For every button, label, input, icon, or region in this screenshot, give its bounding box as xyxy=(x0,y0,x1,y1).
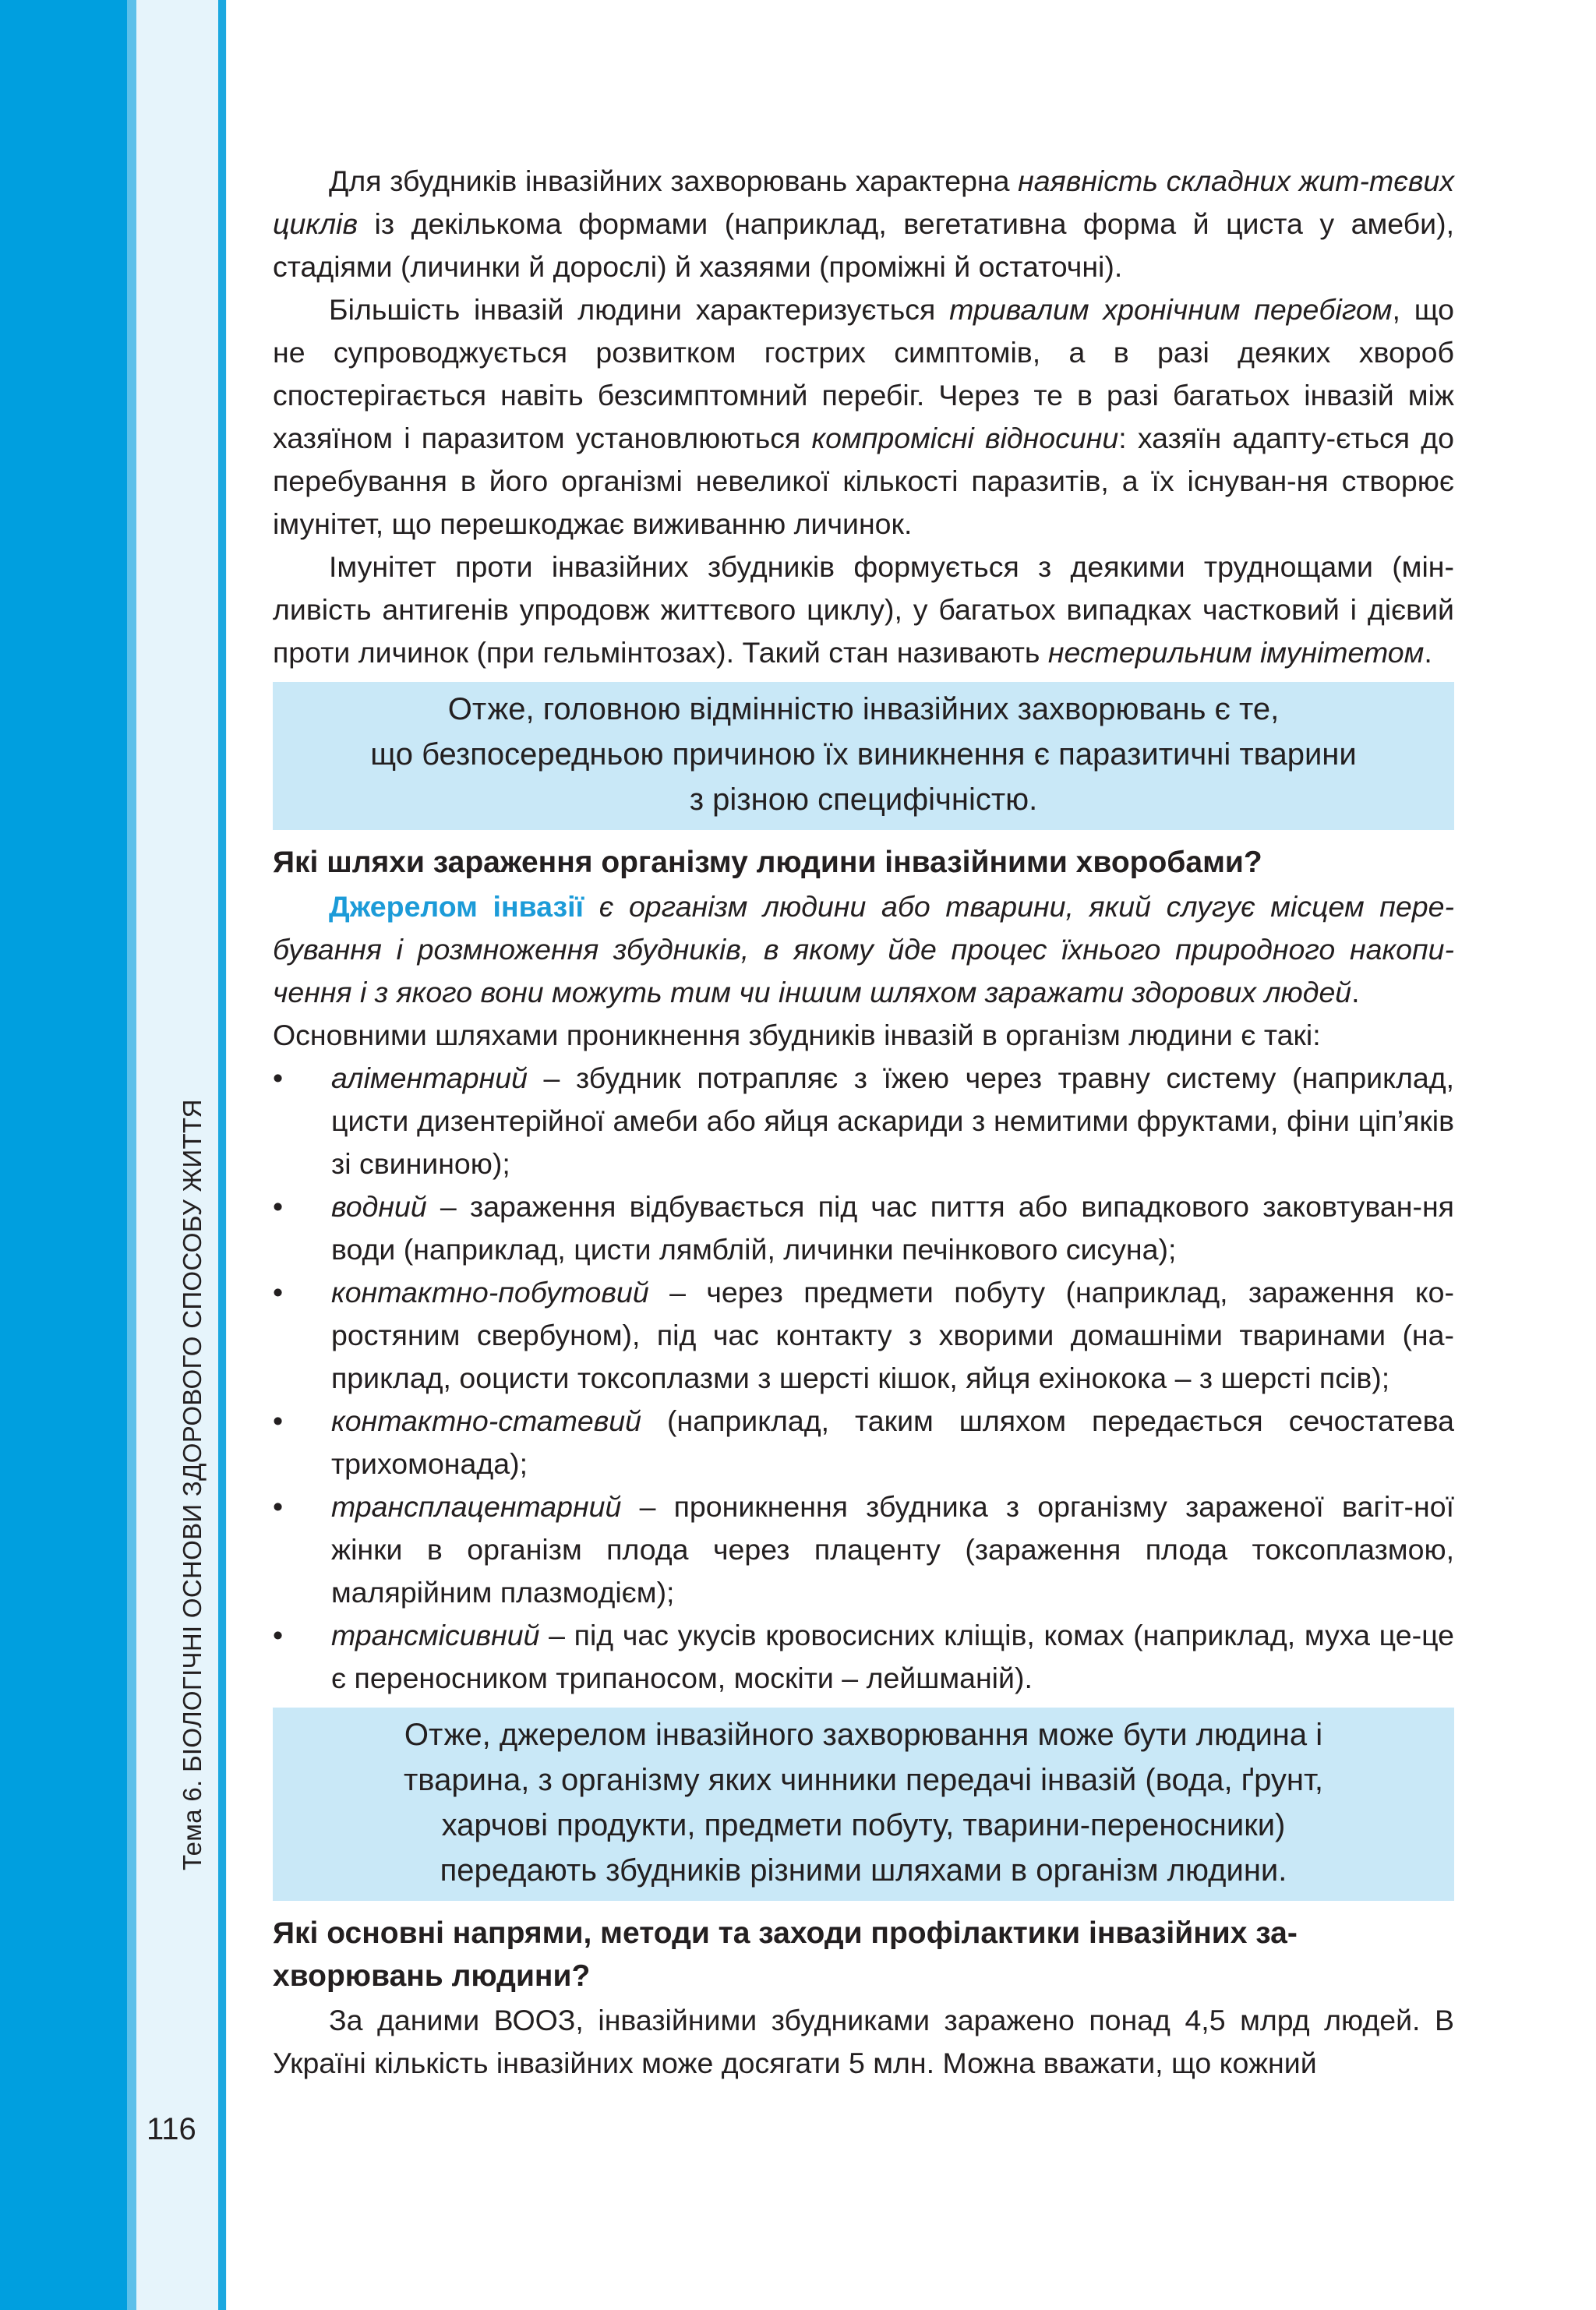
section-heading-prevention: Які основні напрями, методи та заходи профілактики інвазійних за- хворювань людини? xyxy=(273,1916,1298,1993)
summary-line: тварина, з організму яких чинники передачі інвазій (вода, ґрунт, xyxy=(403,1763,1324,1797)
paragraph-life-cycles: Для збудників інвазійних захворювань характерна наявність складних жит-тєвих циклів із декількома формами (наприклад, вегетативна форма й циста у амеби), стадіями (личинки й дорослі) й хазяями (проміжні й остаточні). xyxy=(273,164,1454,283)
summary-line: що безпосередньою причиною їх виникнення є паразитичні тварини xyxy=(370,737,1357,772)
bullet-icon: • xyxy=(273,1061,284,1094)
routes-list xyxy=(273,1057,1454,1700)
paragraph-immunity: Імунітет проти інвазійних збудників формується з деякими труднощами (мін-ливість антигенів упродовж життєвого циклу), у багатьох випадках частковий і дієвий проти личинок (при гельмінтозах). Такий стан називають нестерильним імунітетом. xyxy=(273,550,1454,669)
sidebar-band-light xyxy=(127,0,227,2310)
list-item: • трансмісивний – під час укусів кровосисних кліщів, комах (наприклад, муха це-це є переносником трипаносом, москіти – лейшманій). xyxy=(273,1614,1454,1700)
summary-line: Отже, головною відмінністю інвазійних захворювань є те, xyxy=(447,692,1280,726)
page-number: 116 xyxy=(147,2112,196,2146)
list-item: • трансплацентарний – проникнення збудника з організму зараженої вагіт-ної жінки в організм плода через плаценту (зараження плода токсоплазмою, малярійним плазмодієм); xyxy=(273,1485,1454,1614)
list-item: • аліментарний – збудник потрапляє з їжею через травну систему (наприклад, цисти дизентерійної амеби або яйця аскариди з немитими фруктами, фіни ціп’яків зі свининою); xyxy=(273,1057,1454,1185)
summary-line: харчові продукти, предмети побуту, тварини-переносники) xyxy=(441,1808,1286,1842)
paragraph-infection-source: Джерелом інвазії є організм людини або тварини, який слугує місцем пере-бування і розмноження збудників, в якому йде процес їхнього природного накопи-чення і з якого вони можуть тим чи іншим шляхом заражати здорових людей. xyxy=(273,890,1454,1008)
list-item: • контактно-статевий (наприклад, таким шляхом передається сечостатева трихомонада); xyxy=(273,1400,1454,1485)
bullet-icon: • xyxy=(273,1490,284,1523)
paragraph-routes-intro: Основними шляхами проникнення збудників інвазій в організм людини є такі: xyxy=(273,1019,1321,1051)
summary-box-source xyxy=(273,1708,1454,1901)
term-highlight: Джерелом інвазії xyxy=(329,890,584,923)
summary-line: з різною специфічністю. xyxy=(689,782,1038,817)
summary-line: Отже, джерелом інвазійного захворювання може бути людина і xyxy=(404,1718,1323,1752)
paragraph-who-stats: За даними ВООЗ, інвазійними збудниками заражено понад 4,5 млрд людей. В Україні кількість інвазійних може досягати 5 млн. Можна вважати, що кожний xyxy=(273,2004,1454,2079)
bullet-icon: • xyxy=(273,1190,284,1223)
section-heading-infection-routes: Які шляхи зараження організму людини інвазійними хворобами? xyxy=(273,846,1262,879)
sidebar-band-mid xyxy=(127,0,136,2310)
bullet-icon: • xyxy=(273,1276,284,1309)
bullet-icon: • xyxy=(273,1619,284,1651)
list-item: • водний – зараження відбувається під час пиття або випадкового заковтуван-ня води (наприклад, цисти лямблій, личинки печінкового сисуна); xyxy=(273,1185,1454,1271)
paragraph-chronic-course: Більшість інвазій людини характеризується тривалим хронічним перебігом, що не супроводжується розвитком гострих симптомів, а в разі деяких хвороб спостерігається навіть безсимптомний перебіг. Через те в разі багатьох інвазій між хазяїном і паразитом установлюються компромісні відносини: хазяїн адапту-ється до перебування в його організмі невеликої кількості паразитів, а їх існуван-ня створює імунітет, що перешкоджає виживанню личинок. xyxy=(273,293,1454,540)
summary-line: передають збудників різними шляхами в організм людини. xyxy=(440,1853,1287,1888)
list-item: • контактно-побутовий – через предмети побуту (наприклад, зараження ко-ростяним свербуном), під час контакту з хворими домашніми тваринами (на-приклад, ооцисти токсоплазми з шерсті кішок, яйця ехінокока – з шерсті псів); xyxy=(273,1271,1454,1400)
sidebar-band-dark xyxy=(0,0,127,2310)
summary-box-difference xyxy=(273,682,1454,830)
page-content xyxy=(273,160,1454,2085)
chapter-title: Тема 6. БІОЛОГІЧНІ ОСНОВИ ЗДОРОВОГО СПОСОБУ ЖИТТЯ xyxy=(178,1099,207,1870)
bullet-icon: • xyxy=(273,1404,284,1437)
sidebar-band-line xyxy=(218,0,226,2310)
